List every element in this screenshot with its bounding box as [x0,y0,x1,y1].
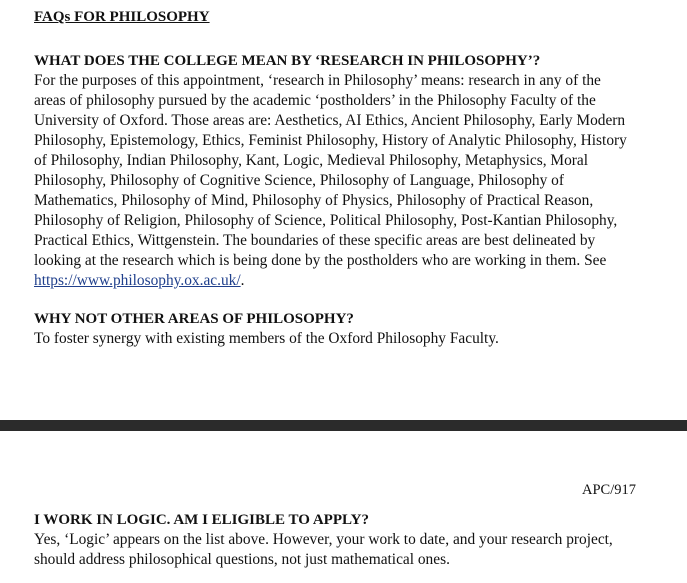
answer-line: of Philosophy, Indian Philosophy, Kant, Logic, Medieval Philosophy, Metaphysics, Moral [34,152,589,169]
answer-link-line [34,271,664,291]
answer-line: looking at the research which is being done by the postholders who are working in them. See [34,252,607,269]
faq-section-other-areas [34,309,664,349]
faq-question: I WORK IN LOGIC. AM I ELIGIBLE TO APPLY? [34,512,369,528]
answer-line: University of Oxford. Those areas are: Aesthetics, AI Ethics, Ancient Philosophy, Early Modern [34,112,626,129]
answer-line: Philosophy, Epistemology, Ethics, Feminist Philosophy, History of Analytic Philosophy, History [34,132,627,149]
answer-line: To foster synergy with existing members of the Oxford Philosophy Faculty. [34,330,499,347]
answer-line: Philosophy, Philosophy of Cognitive Science, Philosophy of Language, Philosophy of [34,172,564,189]
page-separator [0,420,687,431]
answer-line: For the purposes of this appointment, ‘research in Philosophy’ means: research in any of the [34,72,601,89]
faq-answer [34,71,664,291]
answer-line: Philosophy of Religion, Philosophy of Science, Political Philosophy, Post-Kantian Philosophy, [34,212,618,229]
answer-line: should address philosophical questions, not just mathematical ones. [34,551,450,568]
document-title: FAQs FOR PHILOSOPHY [34,9,210,25]
faq-section-research-meaning [34,51,664,291]
philosophy-faculty-link[interactable]: https://www.philosophy.ox.ac.uk/ [34,272,241,289]
answer-line: Mathematics, Philosophy of Mind, Philosophy of Physics, Philosophy of Practical Reason, [34,192,594,209]
answer-line: Practical Ethics, Wittgenstein. The boundaries of these specific areas are best delineated by [34,232,596,249]
link-suffix: . [240,272,245,289]
faq-question: WHAT DOES THE COLLEGE MEAN BY ‘RESEARCH IN PHILOSOPHY’? [34,53,541,69]
faq-section-logic-eligibility [34,510,664,570]
faq-answer [34,329,664,349]
answer-line: Yes, ‘Logic’ appears on the list above. However, your work to date, and your research project, [34,531,613,548]
faq-answer [34,530,664,570]
faq-question: WHY NOT OTHER AREAS OF PHILOSOPHY? [34,311,354,327]
document-reference: APC/917 [582,482,636,498]
answer-line: areas of philosophy pursued by the academic ‘postholders’ in the Philosophy Faculty of the [34,92,596,109]
